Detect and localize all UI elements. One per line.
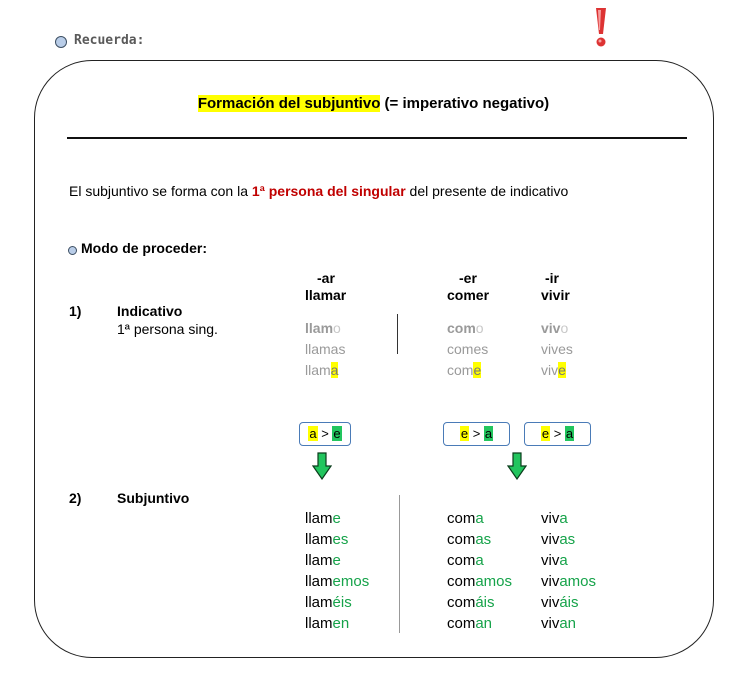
col-ending-ir: -ir xyxy=(545,270,559,286)
page-title xyxy=(0,95,747,112)
form-row: llamen xyxy=(305,615,350,632)
title-highlight: Formación del subjuntivo xyxy=(197,95,381,112)
form-tu: comes xyxy=(447,341,489,357)
column-separator xyxy=(397,314,398,354)
content-frame xyxy=(34,60,714,658)
form-row: coman xyxy=(447,615,493,632)
form-row: comamos xyxy=(447,573,513,590)
form-row: llame xyxy=(305,510,341,527)
indicativo-ar xyxy=(305,318,345,381)
rule-box-er: e > a xyxy=(443,422,510,446)
subjuntivo-ir xyxy=(541,508,596,634)
subjuntivo-er xyxy=(447,508,512,634)
form-row: viváis xyxy=(541,594,579,611)
form-tu: llamas xyxy=(305,341,346,357)
form-yo: llamo xyxy=(305,320,341,336)
rule-box-ir: e > a xyxy=(524,422,591,446)
arrow-down-icon xyxy=(507,452,527,480)
form-row: comáis xyxy=(447,594,495,611)
form-row: llames xyxy=(305,531,349,548)
form-row: comas xyxy=(447,531,492,548)
col-verb-er: comer xyxy=(447,287,490,303)
form-row: vivamos xyxy=(541,573,597,590)
column-separator xyxy=(399,495,400,633)
rule-box-ar: a > e xyxy=(299,422,351,446)
step-number-2: 2) xyxy=(69,490,82,506)
step-sublabel: 1ª persona sing. xyxy=(117,321,218,337)
form-tu: vives xyxy=(541,341,573,357)
step-number-1: 1) xyxy=(69,303,82,319)
recuerda-label: Recuerda: xyxy=(74,33,145,48)
divider xyxy=(67,137,687,139)
exclamation-icon xyxy=(592,6,610,48)
intro-after: del presente de indicativo xyxy=(405,183,569,199)
form-row: viva xyxy=(541,552,568,569)
intro-before: El subjuntivo se forma con la xyxy=(69,183,252,199)
col-verb-ar: llamar xyxy=(305,287,347,303)
form-row: vivas xyxy=(541,531,576,548)
form-row: llaméis xyxy=(305,594,352,611)
modo-heading: Modo de proceder: xyxy=(81,240,208,256)
form-row: coma xyxy=(447,552,484,569)
arrow-down-icon xyxy=(312,452,332,480)
form-el: llama xyxy=(305,362,339,378)
subjuntivo-ar xyxy=(305,508,369,634)
form-row: llamemos xyxy=(305,573,370,590)
intro-text xyxy=(69,183,568,199)
title-rest: (= imperativo negativo) xyxy=(380,95,550,112)
step-label-subjuntivo: Subjuntivo xyxy=(117,490,190,506)
intro-emphasis: 1ª persona del singular xyxy=(251,183,406,199)
col-ending-er: -er xyxy=(459,270,477,286)
indicativo-ir xyxy=(541,318,573,381)
bullet-icon xyxy=(68,246,77,255)
col-verb-ir: vivir xyxy=(541,287,570,303)
form-yo: vivo xyxy=(541,320,569,336)
form-row: viva xyxy=(541,510,568,527)
step-label-indicativo: Indicativo xyxy=(117,303,183,319)
form-yo: como xyxy=(447,320,484,336)
col-ending-ar: -ar xyxy=(317,270,335,286)
bullet-icon xyxy=(55,36,67,48)
form-el: vive xyxy=(541,362,566,378)
indicativo-er xyxy=(447,318,488,381)
form-row: llame xyxy=(305,552,341,569)
form-el: come xyxy=(447,362,482,378)
form-row: coma xyxy=(447,510,484,527)
form-row: vivan xyxy=(541,615,577,632)
